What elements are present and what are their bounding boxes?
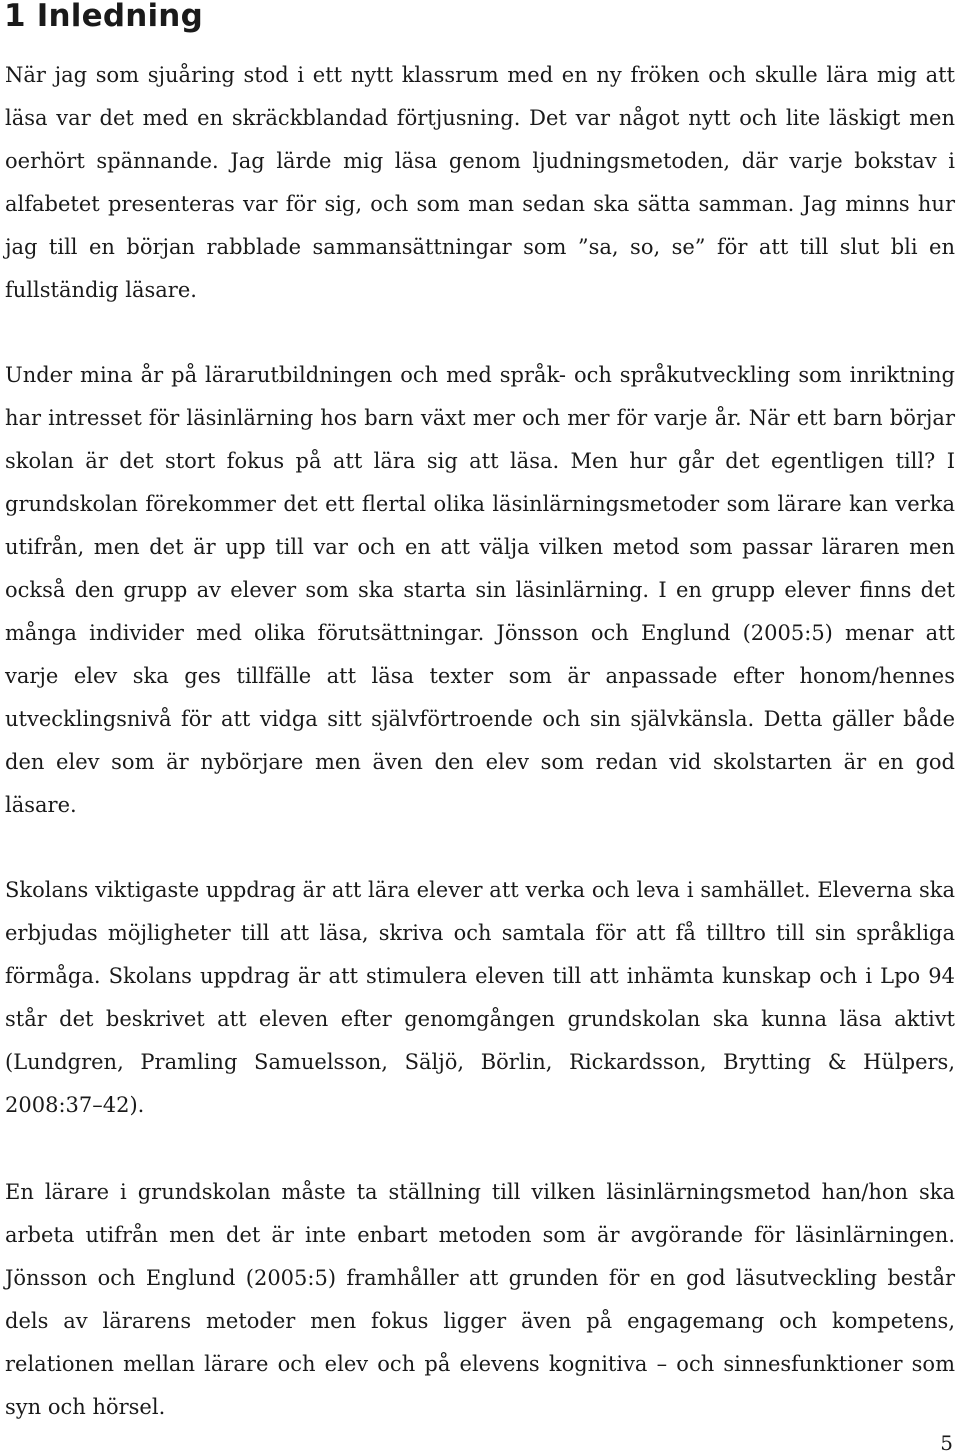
paragraph-reading-method: En lärare i grundskolan måste ta ställning till vilken läsinlärningsmetod han/hon ska arbeta utifrån men det är inte enbart metoden som är avgörande för läsinlärningen. Jönsson och Englund (2005:5) framhåller att grunden för en god läsutveckling består dels av lärarens metoder men fokus ligger även på engagemang och kompetens, relationen mellan lärare och elev och på elevens kognitiva – och sinnesfunktioner som syn och hörsel. xyxy=(5,1180,955,1419)
paragraph-school-mission: Skolans viktigaste uppdrag är att lära elever att verka och leva i samhället. Eleverna ska erbjudas möjligheter till att läsa, skriva och samtala för att få tilltro till sin språkliga förmåga. Skolans uppdrag är att stimulera eleven till att inhämta kunskap och i Lpo 94 står det beskrivet att eleven efter genomgången grundskolan ska kunna läsa aktivt (Lundgren, Pramling Samuelsson, Säljö, Börlin, Rickardsson, Brytting & Hülpers, 2008:37–42). xyxy=(5,878,955,1117)
paragraph-intro: När jag som sjuåring stod i ett nytt klassrum med en ny fröken och skulle lära mig att läsa var det med en skräckblandad förtjusning. Det var något nytt och lite läskigt men oerhört spännande. Jag lärde mig läsa genom ljudningsmetoden, där varje bokstav i alfabetet presenteras var för sig, och som man sedan ska sätta samman. Jag minns hur jag till en början rabblade sammansättningar som ”sa, so, se” för att till slut bli en fullständig läsare. xyxy=(5,63,955,302)
section-heading: 1 Inledning xyxy=(4,0,203,34)
paragraph-teacher-education: Under mina år på lärarutbildningen och med språk- och språkutveckling som inriktning har intresset för läsinlärning hos barn växt mer och mer för varje år. När ett barn börjar skolan är det stort fokus på att lära sig att läsa. Men hur går det egentligen till? I grundskolan förekommer det ett flertal olika läsinlärningsmetoder som lärare kan verka utifrån, men det är upp till var och en att välja vilken metod som passar läraren men också den grupp av elever som ska starta sin läsinlärning. I en grupp elever finns det många individer med olika förutsättningar. Jönsson och Englund (2005:5) menar att varje elev ska ges tillfälle att läsa texter som är anpassade efter honom/hennes utvecklingsnivå för att vidga sitt självförtroende och sin självkänsla. Detta gäller både den elev som är nybörjare men även den elev som redan vid skolstarten är en god läsare. xyxy=(5,363,955,817)
page-number: 5 xyxy=(940,1431,953,1455)
